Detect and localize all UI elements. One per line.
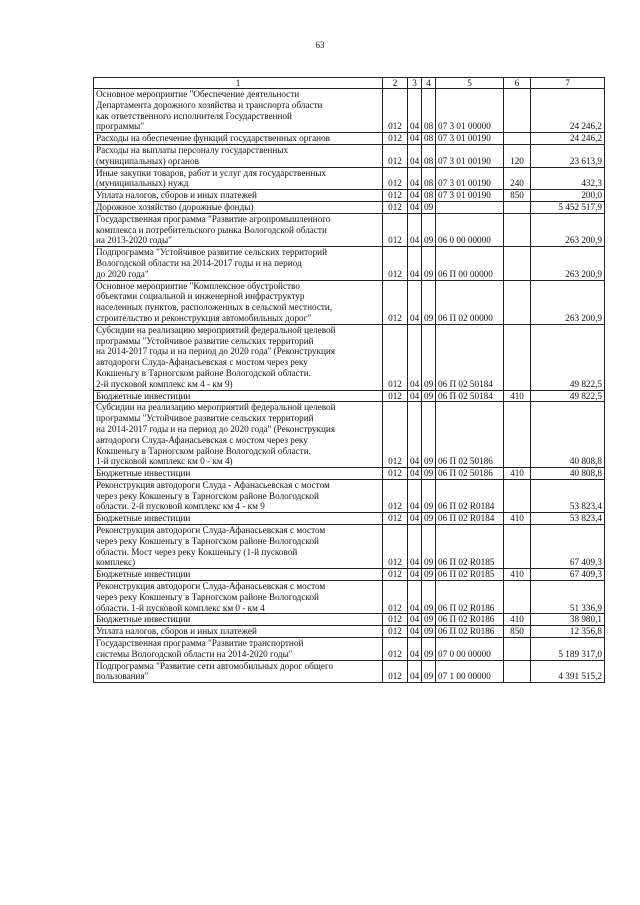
subsection-code-cell: 09 [422, 626, 436, 638]
expense-type-cell [504, 133, 531, 145]
row-name-line: Подпрограмма "Устойчивое развитие сельских территорий [96, 247, 328, 258]
header-col-6: 6 [504, 78, 531, 89]
target-article-cell: 06 П 02 R0184 [436, 513, 504, 525]
expense-type-cell [504, 638, 531, 661]
section-code-cell: 04 [408, 569, 422, 581]
row-name-line: Дорожное хозяйство (дорожные фонды) [96, 201, 254, 212]
row-name-line: области. Мост через реку Кокшеньгу (1-й пусковой [96, 546, 298, 557]
amount-cell: 67 409,3 [531, 525, 605, 569]
row-name-cell [94, 144, 383, 167]
row-name-cell [94, 614, 383, 626]
table-header [94, 78, 605, 89]
expense-type-cell [504, 201, 531, 213]
row-name-cell [94, 638, 383, 661]
row-name-line: через реку Кокшеньгу в Тарногском районе Вологодской [96, 535, 319, 546]
section-code-cell: 04 [408, 513, 422, 525]
row-name-cell [94, 513, 383, 525]
table-row [94, 525, 605, 569]
section-code-cell: 04 [408, 614, 422, 626]
row-name-cell [94, 89, 383, 133]
row-name-cell [94, 402, 383, 468]
subsection-code-cell: 09 [422, 213, 436, 246]
expense-type-cell: 410 [504, 569, 531, 581]
amount-cell: 4 391 515,2 [531, 660, 605, 683]
ministry-code-cell: 012 [383, 201, 408, 213]
target-article-cell: 07 0 00 00000 [436, 638, 504, 661]
row-name-line: Основное мероприятие "Обеспечение деятельности [96, 89, 300, 99]
row-name-line: Бюджетные инвестиции [96, 390, 191, 401]
budget-table [93, 77, 605, 683]
row-name-line: программы" [96, 121, 145, 132]
row-name-line: через реку Кокшеньгу в Тарногском районе Вологодской [96, 490, 319, 501]
row-name-cell [94, 280, 383, 324]
target-article-cell: 07 3 01 00000 [436, 89, 504, 133]
table-row [94, 133, 605, 145]
expense-type-cell [504, 525, 531, 569]
ministry-code-cell: 012 [383, 402, 408, 468]
subsection-code-cell: 09 [422, 479, 436, 512]
row-name-cell [94, 525, 383, 569]
expense-type-cell: 850 [504, 190, 531, 202]
ministry-code-cell: 012 [383, 581, 408, 614]
target-article-cell: 06 П 02 50184 [436, 324, 504, 390]
row-name-line: Реконструкция автодороги Слуда - Афанасьевская с мостом [96, 479, 330, 490]
section-code-cell: 04 [408, 190, 422, 202]
amount-cell: 200,0 [531, 190, 605, 202]
section-code-cell: 04 [408, 638, 422, 661]
target-article-cell [436, 201, 504, 213]
table-row [94, 89, 605, 133]
amount-cell: 49 822,5 [531, 390, 605, 402]
ministry-code-cell: 012 [383, 525, 408, 569]
row-name-line: (муниципальных) органов [96, 155, 199, 166]
table-row [94, 167, 605, 190]
target-article-cell: 06 П 02 R0185 [436, 525, 504, 569]
header-col-5: 5 [436, 78, 504, 89]
table-row [94, 513, 605, 525]
row-name-line: как ответственного исполнителя Государственной [96, 110, 292, 121]
expense-type-cell [504, 280, 531, 324]
subsection-code-cell: 09 [422, 638, 436, 661]
expense-type-cell [504, 402, 531, 468]
target-article-cell: 07 3 01 00190 [436, 133, 504, 145]
ministry-code-cell: 012 [383, 638, 408, 661]
ministry-code-cell: 012 [383, 468, 408, 480]
row-name-cell [94, 660, 383, 683]
target-article-cell: 06 П 02 50186 [436, 468, 504, 480]
expense-type-cell [504, 479, 531, 512]
row-name-cell [94, 626, 383, 638]
row-name-line: Уплата налогов, сборов и иных платежей [96, 190, 257, 201]
ministry-code-cell: 012 [383, 569, 408, 581]
subsection-code-cell: 08 [422, 190, 436, 202]
row-name-line: Бюджетные инвестиции [96, 569, 191, 580]
section-code-cell: 04 [408, 167, 422, 190]
amount-cell: 263 200,9 [531, 280, 605, 324]
table-row [94, 144, 605, 167]
row-name-line: 2-й пусковой комплекс км 4 - км 9) [96, 378, 233, 389]
section-code-cell: 04 [408, 390, 422, 402]
header-col-2: 2 [383, 78, 408, 89]
amount-cell: 53 823,4 [531, 513, 605, 525]
expense-type-cell [504, 324, 531, 390]
subsection-code-cell: 09 [422, 324, 436, 390]
table-row [94, 280, 605, 324]
ministry-code-cell: 012 [383, 133, 408, 145]
table-body [94, 89, 605, 683]
target-article-cell: 06 П 02 R0186 [436, 626, 504, 638]
table-row [94, 614, 605, 626]
section-code-cell: 04 [408, 479, 422, 512]
expense-type-cell [504, 581, 531, 614]
amount-cell: 5 452 517,9 [531, 201, 605, 213]
subsection-code-cell: 09 [422, 402, 436, 468]
table-row [94, 660, 605, 683]
subsection-code-cell: 08 [422, 89, 436, 133]
row-name-line: программы "Устойчивое развитие сельских территорий [96, 335, 314, 346]
row-name-line: системы Вологодской области на 2014-2020 годы" [96, 648, 293, 659]
expense-type-cell: 240 [504, 167, 531, 190]
section-code-cell: 04 [408, 468, 422, 480]
ministry-code-cell: 012 [383, 626, 408, 638]
row-name-line: Государственная программа "Развитие транспортной [96, 638, 304, 649]
subsection-code-cell: 09 [422, 581, 436, 614]
subsection-code-cell: 09 [422, 468, 436, 480]
header-col-4: 4 [422, 78, 436, 89]
target-article-cell: 06 П 02 50184 [436, 390, 504, 402]
ministry-code-cell: 012 [383, 89, 408, 133]
ministry-code-cell: 012 [383, 144, 408, 167]
table-row [94, 626, 605, 638]
expense-type-cell [504, 247, 531, 280]
table-row [94, 190, 605, 202]
ministry-code-cell: 012 [383, 190, 408, 202]
section-code-cell: 04 [408, 626, 422, 638]
amount-cell: 263 200,9 [531, 247, 605, 280]
row-name-line: Расходы на обеспечение функций государственных органов [96, 133, 331, 144]
expense-type-cell [504, 213, 531, 246]
row-name-cell [94, 479, 383, 512]
row-name-line: Государственная программа "Развитие агропромышленного [96, 213, 331, 224]
ministry-code-cell: 012 [383, 660, 408, 683]
row-name-cell [94, 581, 383, 614]
target-article-cell: 07 3 01 00190 [436, 190, 504, 202]
row-name-line: Бюджетные инвестиции [96, 513, 191, 524]
amount-cell: 40 808,8 [531, 402, 605, 468]
row-name-line: через реку Кокшеньгу в Тарногском районе Вологодской [96, 591, 319, 602]
row-name-cell [94, 133, 383, 145]
row-name-cell [94, 213, 383, 246]
row-name-cell [94, 390, 383, 402]
table-row [94, 201, 605, 213]
amount-cell: 24 246,2 [531, 89, 605, 133]
subsection-code-cell: 09 [422, 660, 436, 683]
page-number: 63 [315, 40, 325, 50]
row-name-line: Субсидии на реализацию мероприятий федеральной целевой [96, 402, 336, 413]
amount-cell: 24 246,2 [531, 133, 605, 145]
subsection-code-cell: 09 [422, 390, 436, 402]
amount-cell: 23 613,9 [531, 144, 605, 167]
row-name-cell [94, 201, 383, 213]
target-article-cell: 06 П 02 00000 [436, 280, 504, 324]
row-name-line: автодороги Слуда-Афанасьевская с мостом через реку [96, 357, 308, 368]
section-code-cell: 04 [408, 201, 422, 213]
table-row [94, 638, 605, 661]
section-code-cell: 04 [408, 89, 422, 133]
amount-cell: 53 823,4 [531, 479, 605, 512]
expense-type-cell: 410 [504, 468, 531, 480]
section-code-cell: 04 [408, 525, 422, 569]
section-code-cell: 04 [408, 144, 422, 167]
section-code-cell: 04 [408, 213, 422, 246]
ministry-code-cell: 012 [383, 513, 408, 525]
table-row [94, 581, 605, 614]
subsection-code-cell: 09 [422, 247, 436, 280]
section-code-cell: 04 [408, 660, 422, 683]
row-name-line: на 2014-2017 годы и на период до 2020 года" (Реконструкция [96, 423, 336, 434]
row-name-line: пользования" [96, 671, 149, 682]
section-code-cell: 04 [408, 280, 422, 324]
row-name-line: Бюджетные инвестиции [96, 614, 191, 625]
target-article-cell: 06 0 00 00000 [436, 213, 504, 246]
row-name-line: до 2020 года" [96, 268, 149, 279]
amount-cell: 263 200,9 [531, 213, 605, 246]
target-article-cell: 06 П 02 R0184 [436, 479, 504, 512]
amount-cell: 38 980,1 [531, 614, 605, 626]
subsection-code-cell: 09 [422, 614, 436, 626]
ministry-code-cell: 012 [383, 614, 408, 626]
ministry-code-cell: 012 [383, 167, 408, 190]
row-name-line: объектами социальной и инженерной инфраструктур [96, 291, 305, 302]
row-name-line: Расходы на выплаты персоналу государственных [96, 144, 289, 155]
table-row [94, 324, 605, 390]
subsection-code-cell: 09 [422, 201, 436, 213]
row-name-line: 1-й пусковой комплекс км 0 - км 4) [96, 456, 233, 467]
target-article-cell: 06 П 02 R0185 [436, 569, 504, 581]
table-row [94, 247, 605, 280]
row-name-line: Подпрограмма "Развитие сети автомобильных дорог общего [96, 660, 334, 671]
expense-type-cell [504, 660, 531, 683]
table-row [94, 390, 605, 402]
header-row [94, 78, 605, 89]
table-row [94, 479, 605, 512]
amount-cell: 49 822,5 [531, 324, 605, 390]
table-row [94, 569, 605, 581]
row-name-cell [94, 569, 383, 581]
target-article-cell: 06 П 02 R0186 [436, 614, 504, 626]
row-name-cell [94, 247, 383, 280]
ministry-code-cell: 012 [383, 247, 408, 280]
target-article-cell: 06 П 02 R0186 [436, 581, 504, 614]
table-row [94, 468, 605, 480]
amount-cell: 51 336,9 [531, 581, 605, 614]
table-row [94, 213, 605, 246]
target-article-cell: 07 1 00 00000 [436, 660, 504, 683]
row-name-line: Иные закупки товаров, работ и услуг для государственных [96, 167, 327, 178]
expense-type-cell: 410 [504, 513, 531, 525]
row-name-line: комплекса и потребительского рынка Вологодской области [96, 224, 327, 235]
row-name-line: Кокшеньгу в Тарногском районе Вологодской области. [96, 445, 311, 456]
row-name-line: области. 2-й пусковой комплекс км 4 - км 9 [96, 501, 265, 512]
ministry-code-cell: 012 [383, 280, 408, 324]
row-name-line: Реконструкция автодороги Слуда-Афанасьевская с мостом [96, 525, 326, 536]
row-name-line: Субсидии на реализацию мероприятий федеральной целевой [96, 324, 336, 335]
row-name-line: Уплата налогов, сборов и иных платежей [96, 626, 257, 637]
row-name-line: на 2014-2017 годы и на период до 2020 года" (Реконструкция [96, 346, 336, 357]
amount-cell: 12 356,8 [531, 626, 605, 638]
target-article-cell: 07 3 01 00190 [436, 144, 504, 167]
ministry-code-cell: 012 [383, 213, 408, 246]
section-code-cell: 04 [408, 247, 422, 280]
row-name-line: программы "Устойчивое развитие сельских территорий [96, 413, 314, 424]
target-article-cell: 06 П 00 00000 [436, 247, 504, 280]
subsection-code-cell: 09 [422, 513, 436, 525]
row-name-cell [94, 190, 383, 202]
row-name-line: на 2013-2020 годы" [96, 235, 172, 246]
row-name-line: области. 1-й пусковой комплекс км 0 - км 4 [96, 602, 265, 613]
row-name-line: комплекс) [96, 557, 136, 568]
target-article-cell: 07 3 01 00190 [436, 167, 504, 190]
row-name-cell [94, 167, 383, 190]
row-name-line: Департамента дорожного хозяйства и транспорта области [96, 99, 323, 110]
expense-type-cell [504, 89, 531, 133]
row-name-line: Реконструкция автодороги Слуда-Афанасьевская с мостом [96, 581, 326, 592]
amount-cell: 67 409,3 [531, 569, 605, 581]
expense-type-cell: 410 [504, 390, 531, 402]
subsection-code-cell: 09 [422, 280, 436, 324]
row-name-line: Вологодской области на 2014-2017 годы и на период [96, 257, 302, 268]
header-col-1: 1 [94, 78, 383, 89]
row-name-line: Кокшеньгу в Тарногском районе Вологодской области. [96, 367, 311, 378]
ministry-code-cell: 012 [383, 479, 408, 512]
expense-type-cell: 850 [504, 626, 531, 638]
ministry-code-cell: 012 [383, 324, 408, 390]
target-article-cell: 06 П 02 50186 [436, 402, 504, 468]
row-name-line: строительство и реконструкция автомобильных дорог" [96, 312, 312, 323]
section-code-cell: 04 [408, 581, 422, 614]
row-name-line: автодороги Слуда-Афанасьевская с мостом через реку [96, 434, 308, 445]
ministry-code-cell: 012 [383, 390, 408, 402]
section-code-cell: 04 [408, 324, 422, 390]
expense-type-cell: 410 [504, 614, 531, 626]
subsection-code-cell: 09 [422, 525, 436, 569]
row-name-line: Основное мероприятие "Комплексное обустройство [96, 280, 300, 291]
header-col-7: 7 [531, 78, 605, 89]
row-name-cell [94, 468, 383, 480]
row-name-cell [94, 324, 383, 390]
amount-cell: 5 189 317,0 [531, 638, 605, 661]
section-code-cell: 04 [408, 402, 422, 468]
subsection-code-cell: 09 [422, 569, 436, 581]
row-name-line: (муниципальных) нужд [96, 178, 189, 189]
subsection-code-cell: 08 [422, 144, 436, 167]
amount-cell: 432,3 [531, 167, 605, 190]
subsection-code-cell: 08 [422, 167, 436, 190]
header-col-3: 3 [408, 78, 422, 89]
table-row [94, 402, 605, 468]
row-name-line: населенных пунктов, расположенных в сельской местности, [96, 302, 333, 313]
expense-type-cell: 120 [504, 144, 531, 167]
row-name-line: Бюджетные инвестиции [96, 468, 191, 479]
section-code-cell: 04 [408, 133, 422, 145]
amount-cell: 40 808,8 [531, 468, 605, 480]
subsection-code-cell: 08 [422, 133, 436, 145]
